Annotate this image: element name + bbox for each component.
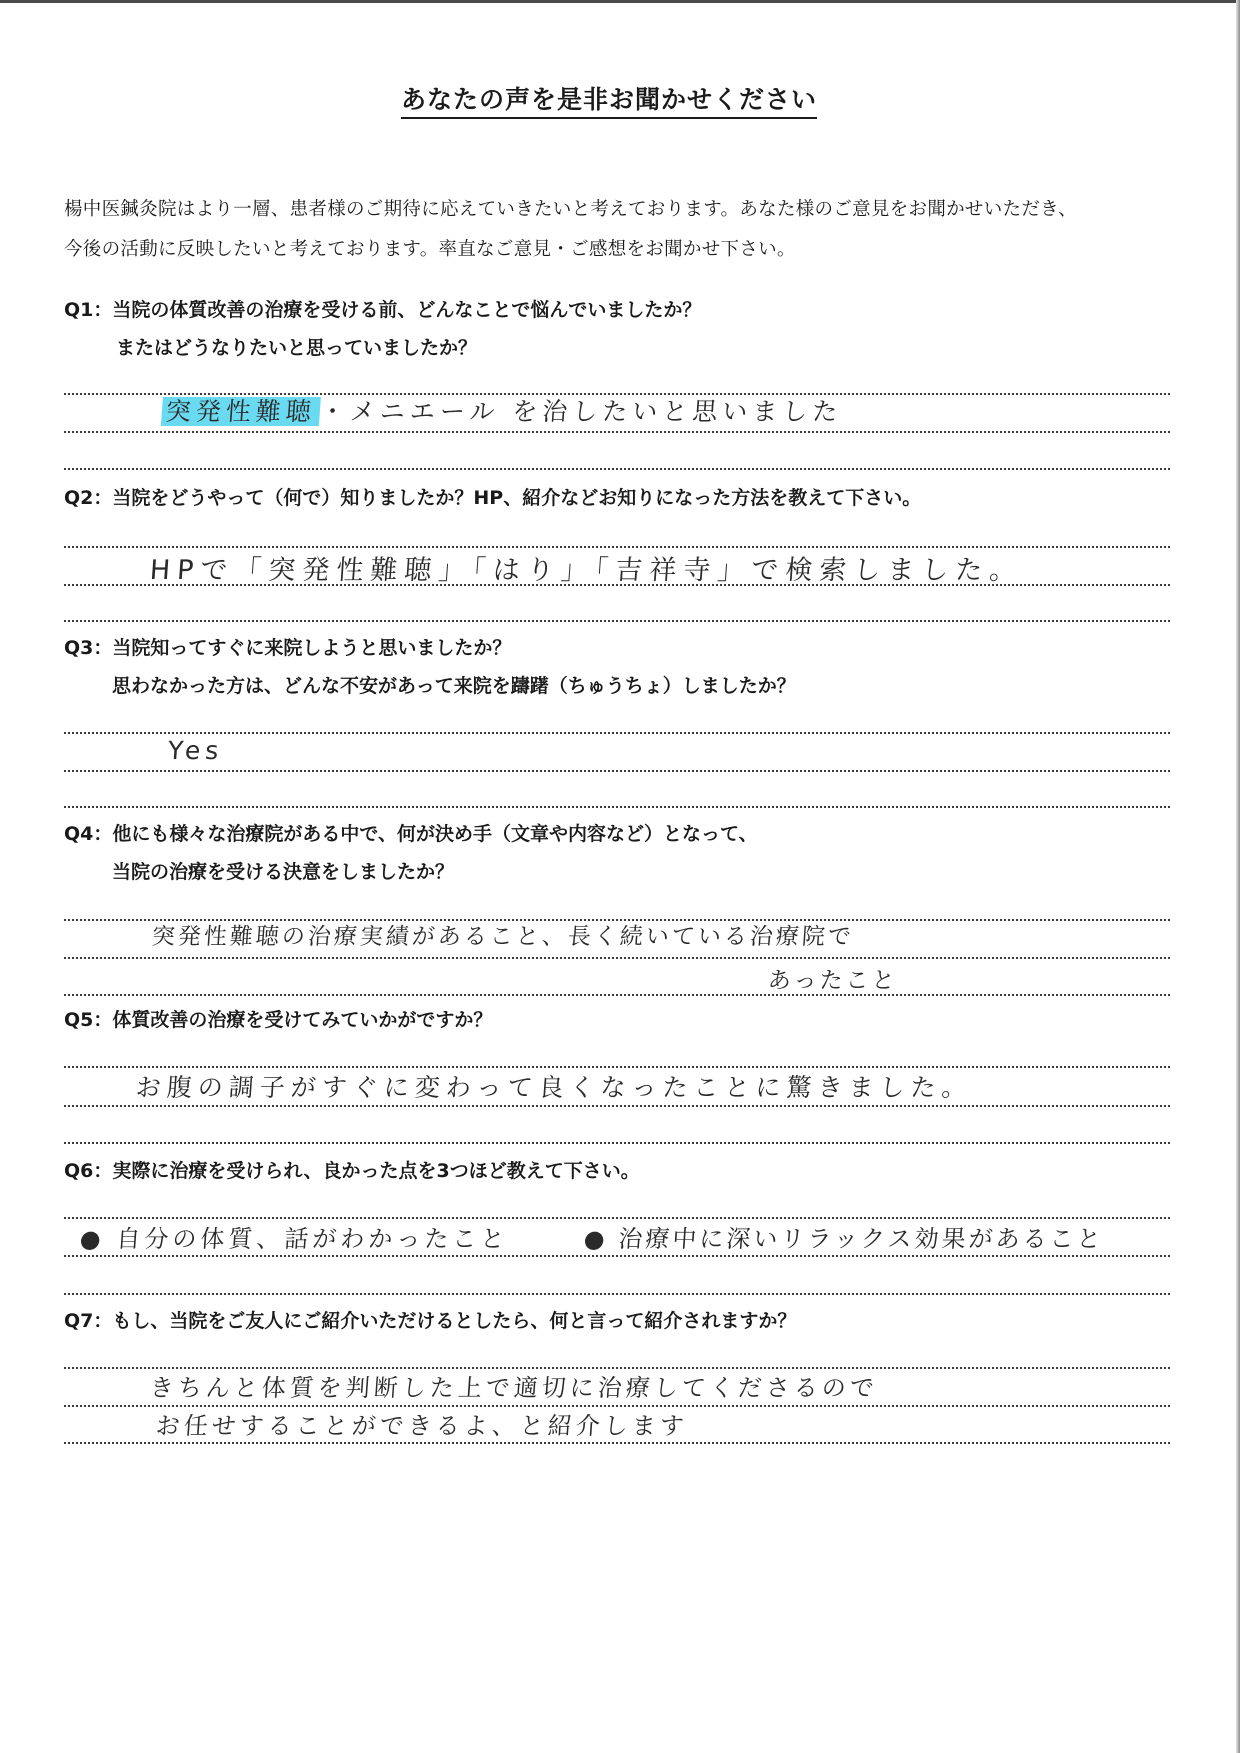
question-1 bbox=[64, 291, 1174, 367]
question-6 bbox=[64, 1152, 1174, 1190]
dotted-line bbox=[64, 770, 1170, 772]
dotted-line bbox=[64, 732, 1170, 734]
page-title: あなたの声を是非お聞かせください bbox=[0, 80, 1218, 116]
question-7 bbox=[64, 1302, 1174, 1340]
intro-text bbox=[64, 190, 1184, 270]
dotted-line bbox=[64, 1293, 1170, 1295]
dotted-line bbox=[64, 1255, 1170, 1257]
question-2 bbox=[64, 479, 1174, 517]
dotted-line bbox=[64, 1142, 1170, 1144]
handwritten-answer: あったこと bbox=[766, 968, 899, 994]
handwritten-answer: HPで「突発性難聴」「はり」「吉祥寺」で検索しました。 bbox=[148, 555, 1025, 586]
intro-line: 今後の活動に反映したいと考えております。率直なご意見・ご感想をお聞かせ下さい。 bbox=[64, 239, 796, 260]
question-label: Q1：当院の体質改善の治療を受ける前、どんなことで悩んでいましたか？ bbox=[64, 299, 702, 321]
scan-edge bbox=[1236, 0, 1240, 1753]
dotted-line bbox=[64, 1105, 1170, 1107]
dotted-line bbox=[64, 1442, 1170, 1444]
question-sub: 思わなかった方は、どんな不安があって来院を躊躇（ちゅうちょ）しましたか？ bbox=[112, 675, 796, 697]
question-label: Q4：他にも様々な治療院がある中で、何が決め手（文章や内容など）となって、 bbox=[64, 823, 758, 845]
handwritten-answer: お腹の調子がすぐに変わって良くなったことに驚きました。 bbox=[134, 1073, 974, 1102]
question-sub: 当院の治療を受ける決意をしましたか？ bbox=[112, 861, 455, 883]
handwritten-answer: きちんと体質を判断した上で適切に治療してくださるので bbox=[148, 1374, 879, 1402]
handwritten-answer: ● 自分の体質、話がわかったこと bbox=[78, 1225, 510, 1253]
question-5 bbox=[64, 1001, 1174, 1039]
dotted-line bbox=[64, 806, 1170, 808]
scan-edge bbox=[0, 0, 1240, 3]
question-4 bbox=[64, 815, 1174, 891]
handwritten-answer: Yes bbox=[166, 736, 225, 765]
question-label: Q5：体質改善の治療を受けてみていかがですか？ bbox=[64, 1009, 493, 1031]
handwritten-answer: お任せすることができるよ、と紹介します bbox=[154, 1412, 689, 1440]
question-label: Q3：当院知ってすぐに来院しようと思いましたか？ bbox=[64, 637, 512, 659]
dotted-line bbox=[64, 431, 1170, 433]
question-label: Q6：実際に治療を受けられ、良かった点を3つほど教えて下さい。 bbox=[64, 1160, 640, 1182]
question-label: Q7：もし、当院をご友人にご紹介いただけるとしたら、何と言って紹介されますか？ bbox=[64, 1310, 797, 1332]
handwritten-answer: ● 治療中に深いリラックス効果があること bbox=[582, 1225, 1105, 1253]
highlighted-text: 突発性難聴 bbox=[161, 397, 321, 426]
intro-line: 楊中医鍼灸院はより一層、患者様のご期待に応えていきたいと考えております。あなた様のご意見をお聞かせいただき、 bbox=[64, 199, 1077, 220]
dotted-line bbox=[64, 620, 1170, 622]
handwritten-answer: 突発性難聴・メニエール を治したいと思いました bbox=[161, 392, 844, 428]
handwritten-answer: 突発性難聴の治療実績があること、長く続いている治療院で bbox=[150, 924, 855, 950]
question-label: Q2：当院をどうやって（何で）知りましたか？HP、紹介などお知りになった方法を教えて下さい。 bbox=[64, 487, 922, 509]
dotted-line bbox=[64, 994, 1170, 996]
dotted-line bbox=[64, 957, 1170, 959]
question-sub: またはどうなりたいと思っていましたか？ bbox=[116, 337, 478, 359]
dotted-line bbox=[64, 468, 1170, 470]
question-3 bbox=[64, 629, 1174, 705]
